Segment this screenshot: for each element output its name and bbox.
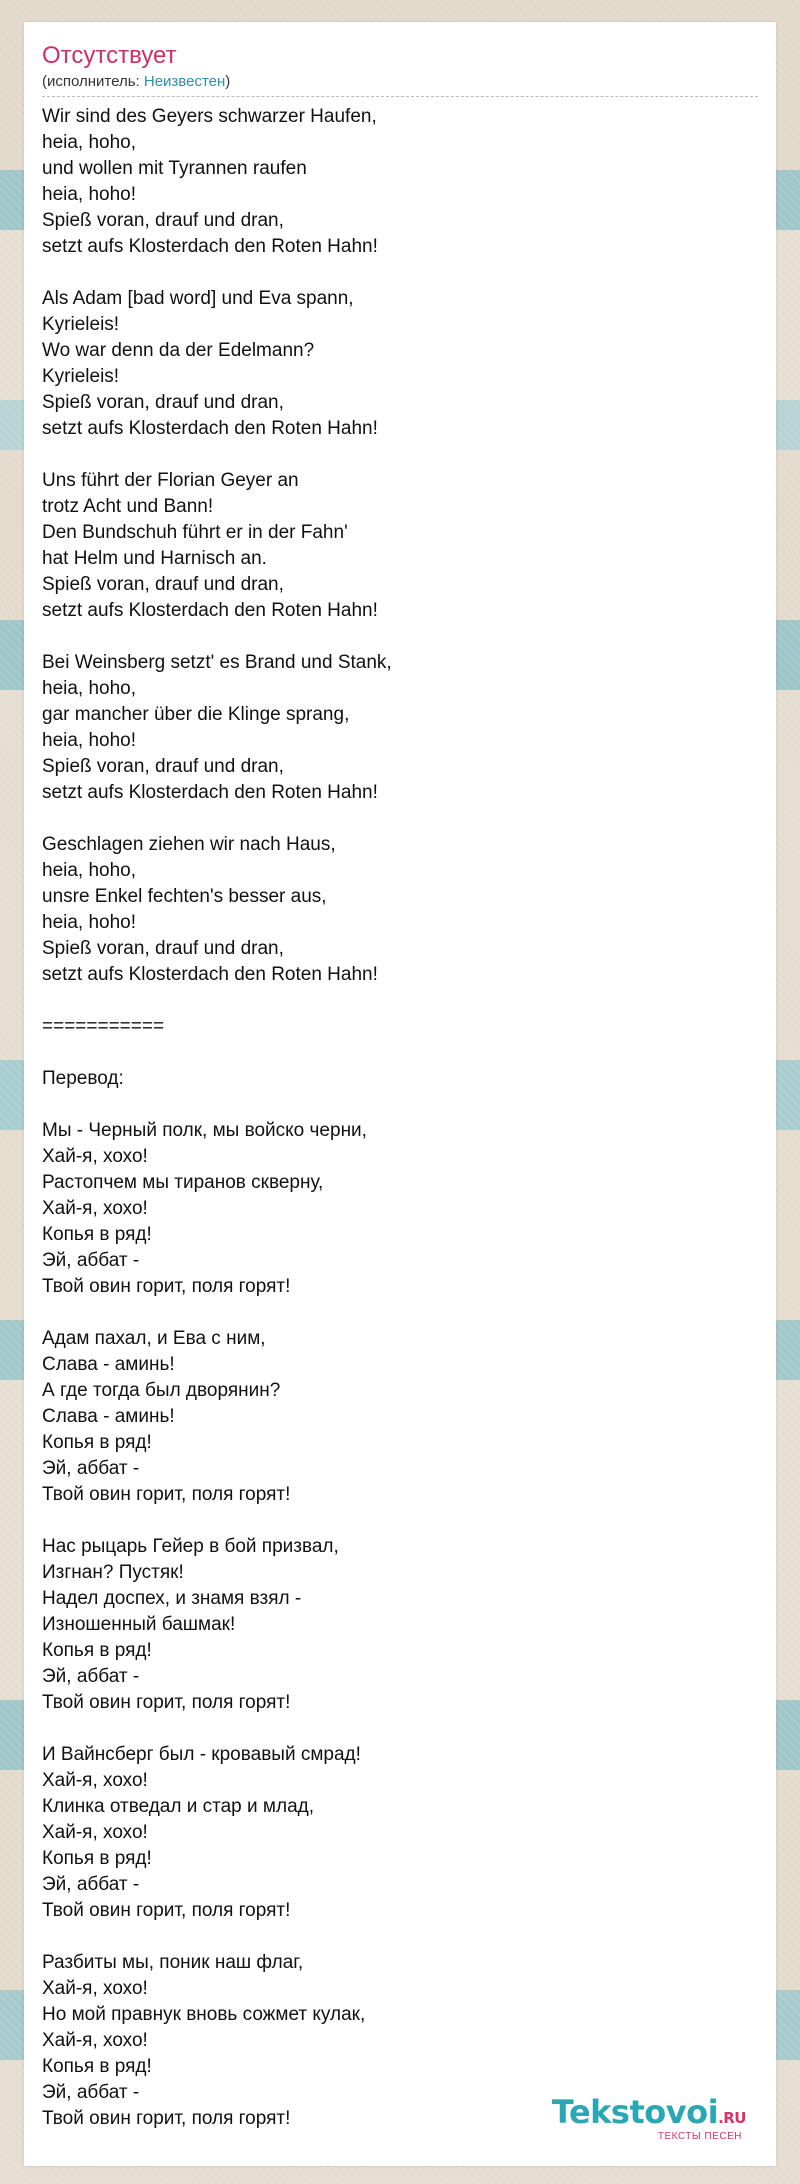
song-title: Отсутствует xyxy=(42,42,177,69)
artist-prefix: (исполнитель: xyxy=(42,73,144,90)
lyrics-card xyxy=(24,22,776,2166)
logo-tagline: ТЕКСТЫ ПЕСЕН xyxy=(657,2131,742,2142)
logo-tld: .RU xyxy=(718,2109,746,2127)
artist-link[interactable]: Неизвестен xyxy=(143,73,226,90)
logo-wordmark xyxy=(552,2095,746,2135)
site-logo[interactable] xyxy=(552,2095,746,2142)
lyrics-text: Wir sind des Geyers schwarzer Haufen, heia, hoho, und wollen mit Tyrannen raufen heia, hoho! Spieß voran, drauf und dran, setzt aufs Klosterdach den Roten Hahn! Als Adam [bad word] und Eva spann, Kyrieleis! Wo war denn da der Edelmann? Kyrieleis! Spieß voran, drauf und dran, setzt aufs Klosterdach den Roten Hahn! Uns führt der Florian Geyer an trotz Acht und Bann! Den Bundschuh führt er in der Fahn' hat Helm und Harnisch an. Spieß voran, drauf und dran, setzt aufs Klosterdach den Roten Hahn! Bei Weinsberg setzt' es Brand und Stank, heia, hoho, gar mancher über die Klinge sprang, heia, hoho! Spieß voran, drauf und dran, setzt aufs Klosterdach den Roten Hahn! Geschlagen ziehen wir nach Haus, heia, hoho, unsre Enkel fechten's besser aus, heia, hoho! Spieß voran, drauf und dran, setzt aufs Klosterdach den Roten Hahn! =========== Перевод: Мы - Черный полк, мы войско черни, Хай-я, хохо! Растопчем мы тиранов скверну, Хай-я, хохо! Копья в ряд! Эй, аббат - Твой овин горит, поля горят! Адам пахал, и Ева с ним, Слава - аминь! А где тогда был дворянин? Слава - аминь! Копья в ряд! Эй, аббат - Твой овин горит, поля горят! Нас рыцарь Гейер в бой призвал, Изгнан? Пустяк! Надел доспех, и знамя взял - Изношенный башмак! Копья в ряд! Эй, аббат - Твой овин горит, поля горят! И Вайнсберг был - кровавый смрад! Хай-я, хохо! Клинка отведал и стар и млад, Хай-я, хохо! Копья в ряд! Эй, аббат - Твой овин горит, поля горят! Разбиты мы, поник наш флаг, Хай-я, хохо! Но мой правнук вновь сожмет кулак, Хай-я, хохо! Копья в ряд! Эй, аббат - Твой овин горит, поля горят! xyxy=(42,106,392,2129)
logo-name: Tekstovoi xyxy=(551,2093,719,2131)
artist-suffix: ) xyxy=(225,73,231,90)
artist-line xyxy=(42,72,758,97)
song-header xyxy=(42,42,758,97)
